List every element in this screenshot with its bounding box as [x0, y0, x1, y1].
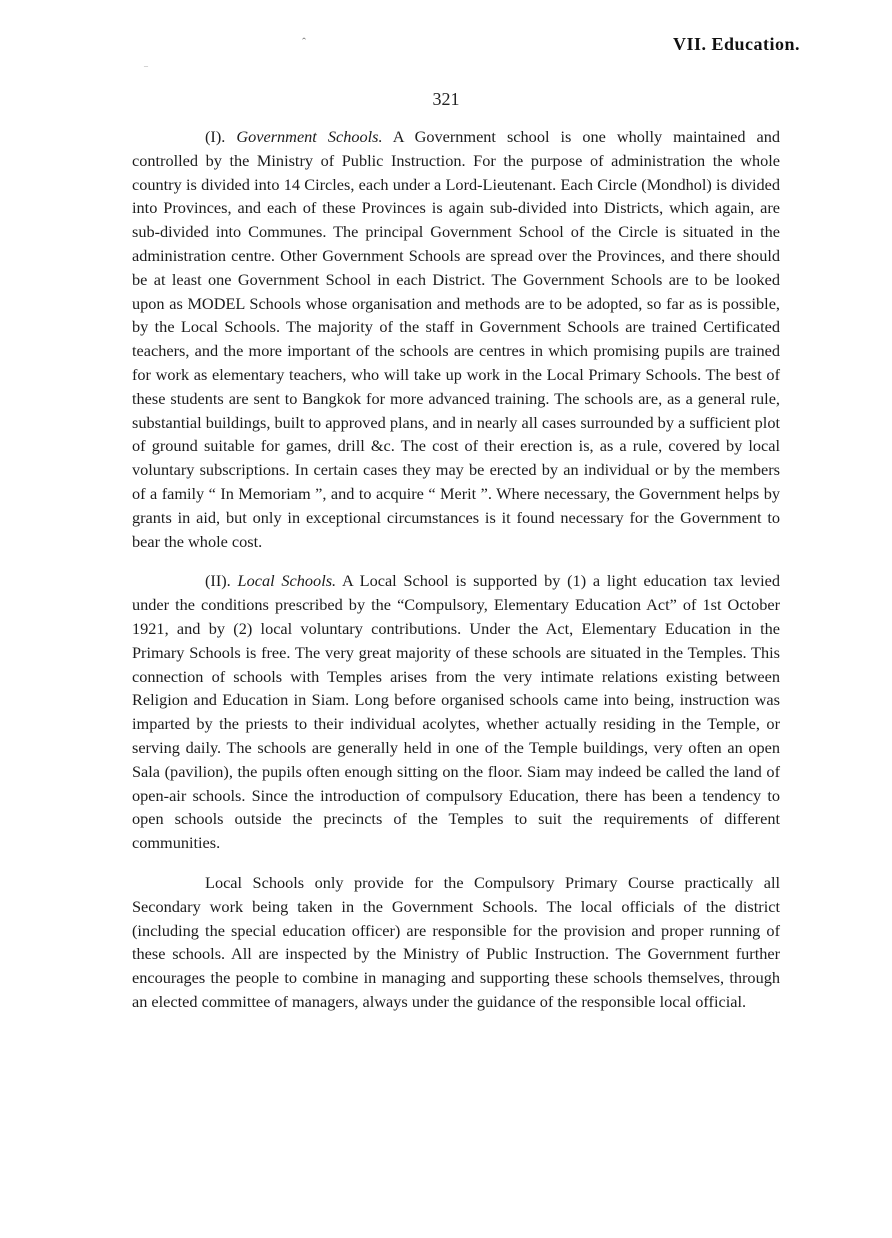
section-heading: Government Schools. — [236, 127, 383, 146]
section-heading: Local Schools. — [237, 571, 337, 591]
section-label: (II). — [205, 571, 231, 591]
scan-speck: – — [144, 61, 148, 70]
paragraph-local-schools — [132, 569, 780, 855]
paragraph-text: Local Schools only provide for the Compulsory Primary Course practically all Secondary work being taken in the Government Schools. The local officials of the district (including the special education officer) are responsible for the provision and proper running of these schools. All are inspected by the Ministry of Public Instruction. The Government further encourages the people to combine in managing and supporting these schools themselves, through an elected committee of managers, always under the guidance of the responsible local official. — [132, 872, 780, 1011]
page-number: 321 — [432, 89, 460, 109]
paragraph-text: A Local School is supported by (1) a light education tax levied under the conditions prescribed by the “Compulsory, Elementary Education Act” of 1st October 1921, and by (2) local voluntary contributions. Under the Act, Elementary Education in the Primary Schools is free. The very great majority of these schools are situated in the Temples. This connection of schools with Temples arises from the very intimate relations existing between Religion and Education in Siam. Long before organised schools came into being, instruction was imparted by the priests to their individual acolytes, whether actually residing in the Temple, or serving daily. The schools are generally held in one of the Temple buildings, very often an open Sala (pavilion), the pupils often enough sitting on the floor. Siam may indeed be called the land of open-air schools. Since the introduction of compulsory Education, there has been a tendency to open schools outside the precincts of the Temples to suit the requirements of different communities. — [132, 571, 781, 853]
running-head: VII. Education. — [672, 34, 800, 54]
paragraph-local-schools-provision — [132, 871, 780, 1014]
body-text — [132, 125, 780, 1014]
section-label: (I). — [205, 127, 226, 146]
scan-speck: ˆ — [302, 35, 306, 49]
paragraph-government-schools — [132, 125, 780, 553]
paragraph-text: A Government school is one wholly maintained and controlled by the Ministry of Public Instruction. For the purpose of administration the whole country is divided into 14 Circles, each under a Lord-Lieutenant. Each Circle (Mondhol) is divided into Provinces, and each of these Provinces is again sub-divided into Districts, which again, are sub-divided into Communes. The principal Government School of the Circle is situated in the administration centre. Other Government Schools are spread over the Provinces, and there should be at least one Government School in each District. The Government Schools are to be looked upon as MODEL Schools whose organisation and methods are to be adopted, so far as is possible, by the Local Schools. The majority of the staff in Government Schools are trained Certificated teachers, and the more important of the schools are centres in which promising pupils are trained for work as elementary teachers, who will take up work in the Local Primary Schools. The best of these students are sent to Bangkok for more advanced training. The schools are, as a general rule, substantial buildings, built to approved plans, and in nearly all cases surrounded by a sufficient plot of ground suitable for games, drill &c. The cost of their erection is, as a rule, covered by local voluntary subscriptions. In certain cases they may be erected by an individual or by the members of a family “ In Memoriam ”, and to acquire “ Merit ”. Where necessary, the Government helps by grants in aid, but only in exceptional circumstances is it found necessary for the Government to bear the whole cost. — [132, 127, 780, 551]
